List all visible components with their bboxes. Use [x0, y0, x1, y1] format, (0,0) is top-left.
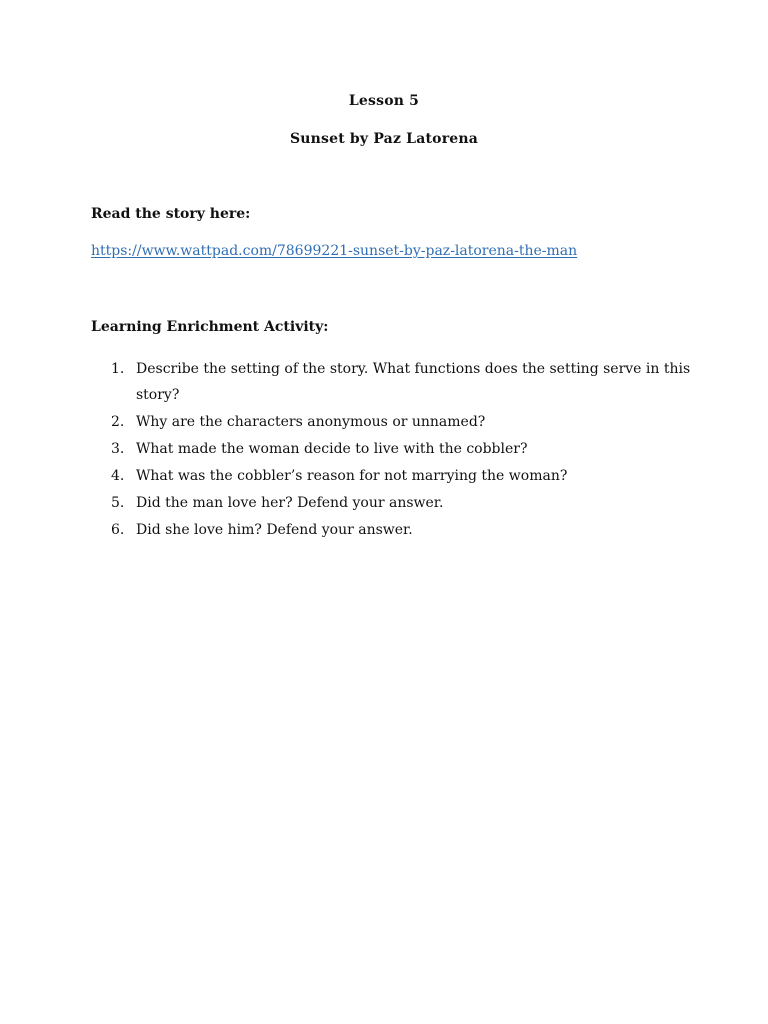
question-number: 4.	[111, 468, 125, 484]
read-story-heading: Read the story here:	[91, 206, 251, 222]
question-number: 6.	[111, 522, 125, 538]
list-item	[111, 490, 701, 516]
list-item	[111, 356, 701, 408]
activity-heading: Learning Enrichment Activity:	[91, 319, 329, 335]
question-list	[111, 356, 701, 544]
lesson-title: Lesson 5	[348, 93, 420, 109]
list-item	[111, 463, 701, 489]
question-text: Did the man love her? Defend your answer.	[136, 495, 444, 511]
question-text: What made the woman decide to live with the cobbler?	[136, 441, 528, 457]
question-number: 3.	[111, 441, 125, 457]
story-title: Sunset by Paz Latorena	[289, 131, 479, 147]
story-link[interactable]: https://www.wattpad.com/78699221-sunset-by-paz-latorena-the-man	[91, 243, 578, 259]
question-number: 1.	[111, 361, 125, 377]
question-text: What was the cobbler’s reason for not marrying the woman?	[136, 468, 568, 484]
question-text: Describe the setting of the story. What functions does the setting serve in this story?	[136, 361, 691, 403]
list-item	[111, 436, 701, 462]
question-number: 2.	[111, 414, 125, 430]
question-text: Did she love him? Defend your answer.	[136, 522, 413, 538]
question-number: 5.	[111, 495, 125, 511]
list-item	[111, 517, 701, 543]
question-text: Why are the characters anonymous or unnamed?	[136, 414, 486, 430]
list-item	[111, 409, 701, 435]
